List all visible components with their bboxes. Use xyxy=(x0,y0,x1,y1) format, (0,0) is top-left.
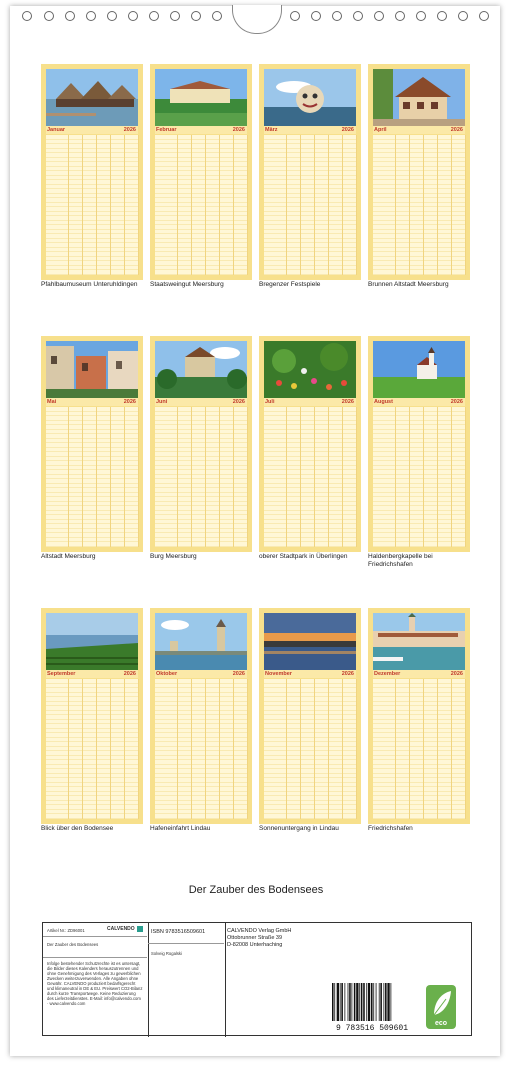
month-caption: oberer Stadtpark in Überlingen xyxy=(259,553,348,560)
month-caption: Staatsweingut Meersburg xyxy=(150,281,224,288)
month-photo xyxy=(373,613,465,670)
month-header xyxy=(46,126,138,134)
month-name: Januar xyxy=(47,127,66,133)
barcode-bar xyxy=(373,983,374,1021)
legal-text: Infolge bestehender Schutzrechte ist es untersagt, die Bilder dieses Kalenders herauszutrennen und ohne Genehmigung des Verlages zu gewerblichen Zwecken weiterzuverwenden. Alle Angaben ohne Gewähr. CALVENDO produziert bedarfsgerecht und klimaneutral in DE & EU. Preiswert CO2-Bilanz durch kurze Transportwege. Keine Reduzierung des Lieferzeitdienstes. E-Mail: info@calvendo.com · www.calvendo.com xyxy=(47,961,143,1006)
month-caption: Burg Meersburg xyxy=(150,553,197,560)
barcode-bar xyxy=(340,983,341,1021)
month-name: März xyxy=(265,127,278,133)
binding-ring xyxy=(65,11,75,21)
month-panel xyxy=(41,64,143,280)
month-photo xyxy=(155,69,247,126)
month-header xyxy=(264,670,356,678)
month-header xyxy=(264,398,356,406)
barcode-bar xyxy=(366,983,367,1021)
eco-label: eco xyxy=(434,1020,448,1027)
month-panel xyxy=(150,608,252,824)
binding-ring xyxy=(416,11,426,21)
binding-ring xyxy=(22,11,32,21)
month-panel xyxy=(41,336,143,552)
binding-ring xyxy=(107,11,117,21)
product-info-box xyxy=(42,922,472,1036)
month-name: Dezember xyxy=(374,671,401,677)
day-grid xyxy=(264,135,356,275)
month-panel xyxy=(259,64,361,280)
month-header xyxy=(373,670,465,678)
barcode xyxy=(332,983,412,1021)
binding-ring xyxy=(374,11,384,21)
barcode-bar xyxy=(349,983,351,1021)
month-name: Juli xyxy=(265,399,275,405)
article-number: Artikel Nr.: ZD96001 xyxy=(47,928,85,933)
barcode-bar xyxy=(368,983,370,1021)
binding-ring xyxy=(170,11,180,21)
month-name: April xyxy=(374,127,387,133)
binding-ring xyxy=(128,11,138,21)
day-grid xyxy=(46,679,138,819)
day-grid xyxy=(155,135,247,275)
month-photo xyxy=(264,69,356,126)
month-year: 2026 xyxy=(123,671,136,677)
barcode-bar xyxy=(341,983,343,1021)
brand-logo-mark xyxy=(137,926,143,932)
barcode-bar xyxy=(379,983,380,1021)
barcode-bar xyxy=(337,983,339,1021)
day-grid xyxy=(46,407,138,547)
month-year: 2026 xyxy=(341,127,354,133)
article-title: Der Zauber des Bodensees xyxy=(47,942,99,947)
month-caption: Pfahlbaumuseum Unteruhldingen xyxy=(41,281,138,288)
binding-ring xyxy=(44,11,54,21)
month-panel xyxy=(259,336,361,552)
barcode-bar xyxy=(383,983,384,1021)
month-caption: Altstadt Meersburg xyxy=(41,553,96,560)
binding-ring xyxy=(458,11,468,21)
month-caption: Sonnenuntergang in Lindau xyxy=(259,825,339,832)
day-grid xyxy=(264,407,356,547)
month-header xyxy=(46,670,138,678)
barcode-bar xyxy=(354,983,356,1021)
month-panel xyxy=(150,64,252,280)
binding-ring xyxy=(395,11,405,21)
month-photo xyxy=(264,613,356,670)
month-caption: Hafeneinfahrt Lindau xyxy=(150,825,211,832)
month-caption: Bregenzer Festspiele xyxy=(259,281,321,288)
month-photo xyxy=(46,613,138,670)
month-year: 2026 xyxy=(232,671,245,677)
isbn-cell xyxy=(148,923,226,1037)
binding-ring xyxy=(212,11,222,21)
day-grid xyxy=(373,679,465,819)
publisher-city: D-82008 Unterhaching xyxy=(227,942,283,948)
month-panel xyxy=(259,608,361,824)
month-caption: Brunnen Altstadt Meersburg xyxy=(368,281,449,288)
month-year: 2026 xyxy=(123,127,136,133)
month-panel xyxy=(41,608,143,824)
month-caption: Blick über den Bodensee xyxy=(41,825,114,832)
month-year: 2026 xyxy=(341,399,354,405)
barcode-bar xyxy=(356,983,358,1021)
month-year: 2026 xyxy=(450,127,463,133)
barcode-bar xyxy=(334,983,335,1021)
publisher-street: Ottobrunner Straße 39 xyxy=(227,935,283,941)
eco-badge xyxy=(426,985,456,1029)
month-header xyxy=(155,398,247,406)
month-header xyxy=(155,670,247,678)
month-year: 2026 xyxy=(232,399,245,405)
author: Solveig Rogalski xyxy=(151,951,182,956)
month-header xyxy=(264,126,356,134)
month-header xyxy=(373,398,465,406)
barcode-bar xyxy=(361,983,363,1021)
barcode-bar xyxy=(376,983,377,1021)
month-name: Mai xyxy=(47,399,57,405)
binding-ring xyxy=(437,11,447,21)
month-photo xyxy=(46,69,138,126)
month-panel xyxy=(150,336,252,552)
day-grid xyxy=(264,679,356,819)
month-name: Februar xyxy=(156,127,177,133)
day-grid xyxy=(373,407,465,547)
day-grid xyxy=(155,679,247,819)
month-photo xyxy=(155,341,247,398)
month-caption: Friedrichshafen xyxy=(368,825,413,832)
month-panel xyxy=(368,64,470,280)
barcode-bar xyxy=(348,983,349,1021)
day-grid xyxy=(155,407,247,547)
month-photo xyxy=(46,341,138,398)
binding-ring xyxy=(191,11,201,21)
isbn: ISBN 9783516509601 xyxy=(151,929,206,935)
month-photo xyxy=(155,613,247,670)
barcode-bar xyxy=(380,983,382,1021)
barcode-number: 9 783516 509601 xyxy=(335,1024,408,1033)
binding-ring xyxy=(86,11,96,21)
month-panel xyxy=(368,336,470,552)
month-year: 2026 xyxy=(450,399,463,405)
month-photo xyxy=(373,341,465,398)
binding-ring xyxy=(479,11,489,21)
day-grid xyxy=(46,135,138,275)
barcode-bar xyxy=(332,983,334,1021)
month-photo xyxy=(373,69,465,126)
binding-ring xyxy=(290,11,300,21)
barcode-bar xyxy=(387,983,389,1021)
barcode-bar xyxy=(363,983,365,1021)
month-header xyxy=(155,126,247,134)
month-name: September xyxy=(47,671,76,677)
month-name: August xyxy=(374,399,393,405)
month-photo xyxy=(264,341,356,398)
month-year: 2026 xyxy=(123,399,136,405)
brand-logo: CALVENDO xyxy=(107,926,135,932)
barcode-bar xyxy=(352,983,353,1021)
month-header xyxy=(373,126,465,134)
month-panel xyxy=(368,608,470,824)
binding-ring xyxy=(149,11,159,21)
barcode-bar xyxy=(344,983,345,1021)
barcode-bar xyxy=(385,983,387,1021)
article-cell xyxy=(43,923,149,1037)
barcode-bar xyxy=(371,983,373,1021)
month-header xyxy=(46,398,138,406)
publisher-name: CALVENDO Verlag GmbH xyxy=(227,928,292,934)
month-name: Oktober xyxy=(156,671,178,677)
binding-ring xyxy=(332,11,342,21)
binding-ring xyxy=(311,11,321,21)
barcode-bar xyxy=(391,983,392,1021)
barcode-bar xyxy=(359,983,360,1021)
binding-ring xyxy=(353,11,363,21)
month-name: November xyxy=(265,671,292,677)
month-year: 2026 xyxy=(232,127,245,133)
day-grid xyxy=(373,135,465,275)
calendar-title: Der Zauber des Bodensees xyxy=(188,884,324,896)
month-year: 2026 xyxy=(341,671,354,677)
month-year: 2026 xyxy=(450,671,463,677)
month-name: Juni xyxy=(156,399,168,405)
month-caption: Haldenbergkapelle bei Friedrichshafen xyxy=(368,553,433,568)
